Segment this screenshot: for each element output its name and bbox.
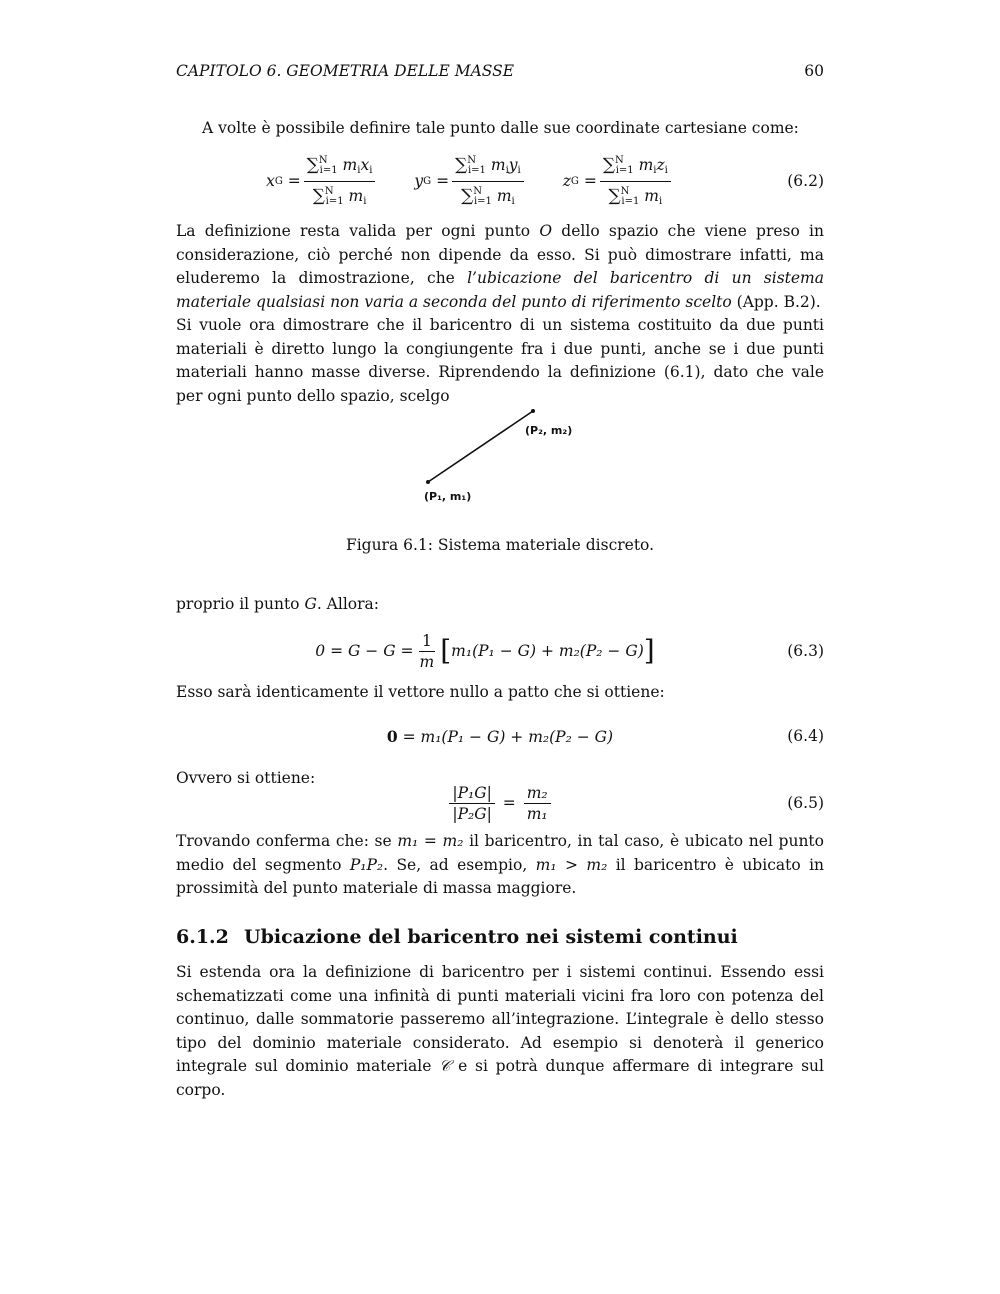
equation-6-5: $\frac{\text{|P₁G|}}{\text{|P₂G|}}$ = $\frac{\text{m₂}}{\text{m₁}}$ (6.5): [176, 780, 824, 826]
label-p2: (P₂, m₂): [525, 424, 573, 437]
eq-yG: y G = $\frac{\sum^N_{i=1} m_iy_i}{\sum^N_{i=1} m_i}$: [414, 152, 526, 211]
page-number: 60: [804, 62, 824, 80]
section-title: Ubicazione del baricentro nei sistemi continui: [244, 926, 738, 948]
point-p1: [426, 480, 430, 484]
paragraph-intro: A volte è possibile definire tale punto dalle sue coordinate cartesiane come:: [202, 119, 799, 137]
paragraph-null-vector: Esso sarà identicamente il vettore nullo a patto che si ottiene:: [176, 683, 665, 701]
equation-number: (6.5): [787, 794, 824, 812]
point-p2: [531, 409, 535, 413]
equation-number: (6.4): [787, 727, 824, 745]
equation-6-4: 0 = m₁(P₁ − G) + m₂(P₂ − G) (6.4): [386, 726, 824, 746]
chapter-title: CAPITOLO 6. GEOMETRIA DELLE MASSE: [176, 62, 515, 80]
paragraph-confirmation: Trovando conferma che: se m₁ = m₂ il baricentro, in tal caso, è ubicato nel punto medio del segmento P₁P₂. Se, ad esempio, m₁ > m₂ il baricentro è ubicato in prossimità del punto materiale di massa maggiore.: [176, 832, 825, 897]
equation-6-3: 0 = G − G = $\frac{1}{m}$ [ m₁(P₁ − G) + m₂(P₂ − G) ] (6.3): [315, 631, 824, 671]
figure-caption: Figura 6.1: Sistema materiale discreto.: [345, 536, 655, 554]
paragraph-obtained: Ovvero si ottiene:: [176, 769, 316, 787]
paragraph-definition: La definizione resta valida per ogni punto O dello spazio che viene preso in considerazione, ciò perché non dipende da esso. Si può dimostrare infatti, ma eluderemo la dimostrazione, che l’ubicazione del baricentro di un sistema materiale qualsiasi non varia a seconda del punto di riferimento scelto (App. B.2). Si vuole ora dimostrare che il baricentro di un sistema costituito da due punti materiali è diretto lungo la congiungente fra i due punti, anche se i due punti materiali hanno masse diverse. Riprendendo la definizione (6.1), dato che vale per ogni punto dello spazio, scelgo: [176, 222, 825, 405]
running-header: [176, 62, 824, 80]
figure-6-1: [400, 398, 600, 510]
segment-line: [428, 411, 533, 482]
section-number: 6.1.2: [176, 926, 229, 948]
eq-zG: z G = $\frac{\sum^N_{i=1} m_iz_i}{\sum^N_{i=1} m_i}$: [563, 152, 674, 211]
paragraph-continuous: Si estenda ora la definizione di baricentro per i sistemi continui. Essendo essi schematizzati come una infinità di punti materiali vicini fra loro con potenza del continuo, dalle sommatorie passeremo all’integrazione. L’integrale è dello stesso tipo del dominio materiale considerato. Ad esempio si denoterà il generico integrale sul dominio materiale 𝒞 e si potrà dunque affermare di integrare sul corpo.: [176, 963, 824, 1099]
paragraph-choice: proprio il punto G. Allora:: [176, 595, 379, 613]
equation-number: (6.3): [787, 642, 824, 660]
label-p1: (P₁, m₁): [424, 490, 472, 503]
section-heading: [176, 926, 824, 948]
equation-number: (6.2): [787, 172, 824, 190]
equation-6-2: [176, 152, 824, 210]
eq-xG: x G = $\frac{\sum^N_{i=1} m_ix_i}{\sum^N_{i=1} m_i}$: [266, 152, 378, 211]
